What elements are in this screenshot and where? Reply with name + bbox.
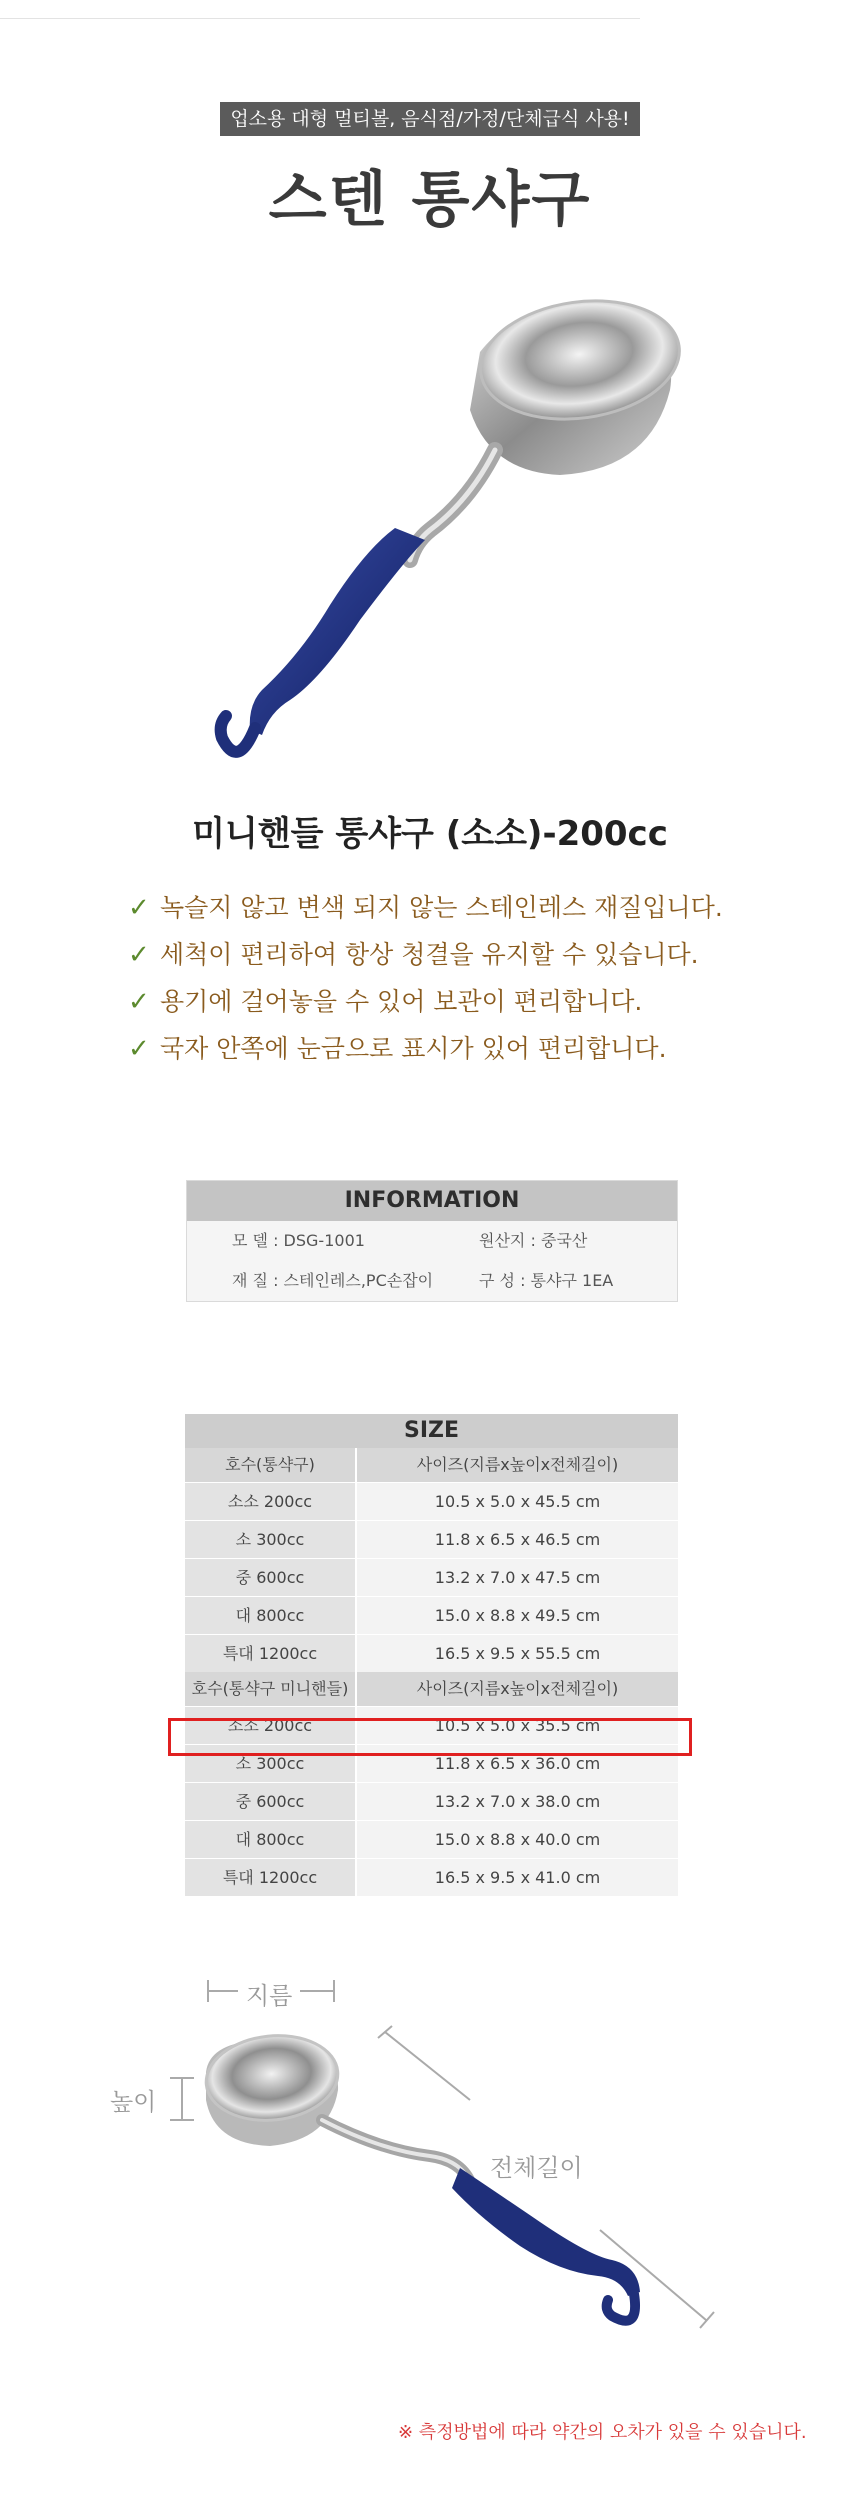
product-name: 미니핸들 통샤구 (소소)-200cc: [192, 814, 668, 854]
feature-item: [128, 884, 828, 931]
height-label: 높이: [110, 2088, 157, 2116]
feature-item: [128, 978, 828, 1025]
size-cell: 중 600cc: [185, 1783, 357, 1820]
measurement-note: ※ 측정방법에 따라 약간의 오차가 있을 수 있습니다.: [398, 2422, 807, 2443]
size-cell: 10.5 x 5.0 x 35.5 cm: [357, 1707, 678, 1744]
size-cell: 10.5 x 5.0 x 45.5 cm: [357, 1483, 678, 1520]
size-cell: 소 300cc: [185, 1521, 357, 1558]
top-divider: [0, 18, 640, 19]
feature-text: 용기에 걸어놓을 수 있어 보관이 편리합니다.: [160, 987, 643, 1016]
check-icon: ✓: [128, 987, 150, 1017]
check-icon: ✓: [128, 940, 150, 970]
size-cell: 16.5 x 9.5 x 55.5 cm: [357, 1635, 678, 1672]
table-row: [185, 1634, 678, 1672]
information-row: [187, 1221, 677, 1261]
feature-text: 세척이 편리하여 항상 청결을 유지할 수 있습니다.: [160, 940, 699, 969]
information-row: [187, 1261, 677, 1301]
table-row: [185, 1520, 678, 1558]
table-row: [185, 1596, 678, 1634]
size-header-cell: 사이즈(지름x높이x전체길이): [357, 1448, 678, 1482]
feature-item: [128, 931, 828, 978]
dimension-diagram: [0, 1960, 860, 2420]
info-origin: 원산지 : 중국산: [479, 1231, 588, 1250]
table-row: [185, 1820, 678, 1858]
feature-text: 국자 안쪽에 눈금으로 표시가 있어 편리합니다.: [160, 1034, 667, 1063]
size-cell: 11.8 x 6.5 x 46.5 cm: [357, 1521, 678, 1558]
size-cell: 대 800cc: [185, 1597, 357, 1634]
info-material: 재 질 : 스테인레스,PC손잡이: [232, 1271, 434, 1290]
info-composition: 구 성 : 통샤구 1EA: [479, 1271, 614, 1290]
size-cell: 소 300cc: [185, 1745, 357, 1782]
size-cell: 13.2 x 7.0 x 47.5 cm: [357, 1559, 678, 1596]
size-cell: 16.5 x 9.5 x 41.0 cm: [357, 1859, 678, 1896]
table-row: [185, 1782, 678, 1820]
information-heading: INFORMATION: [187, 1181, 677, 1221]
feature-item: [128, 1025, 828, 1072]
size-cell: 대 800cc: [185, 1821, 357, 1858]
size-cell: 15.0 x 8.8 x 49.5 cm: [357, 1597, 678, 1634]
diameter-label: 지름: [246, 1982, 293, 2010]
highlight-box: [168, 1718, 692, 1756]
page-title: 스텐 통샤구: [268, 165, 592, 235]
product-image: [0, 260, 860, 800]
usage-banner: 업소용 대형 멀티볼, 음식점/가정/단체급식 사용!: [220, 102, 640, 136]
table-row: [185, 1858, 678, 1896]
size-cell: 소소 200cc: [185, 1483, 357, 1520]
size-cell: 중 600cc: [185, 1559, 357, 1596]
size-cell: 특대 1200cc: [185, 1859, 357, 1896]
table-row: [185, 1558, 678, 1596]
size-cell: 소소 200cc: [185, 1707, 357, 1744]
check-icon: ✓: [128, 893, 150, 923]
feature-list: [128, 884, 828, 1072]
size-header-row: [185, 1448, 678, 1482]
size-heading: SIZE: [185, 1414, 678, 1448]
info-model: 모 델 : DSG-1001: [232, 1231, 365, 1250]
information-table: [186, 1180, 678, 1302]
size-table: [185, 1414, 678, 1896]
size-cell: 특대 1200cc: [185, 1635, 357, 1672]
size-header-row: [185, 1672, 678, 1706]
size-header-cell: 호수(통샥구): [185, 1448, 357, 1482]
table-row: [185, 1482, 678, 1520]
size-header-cell: 호수(통샥구 미니핸들): [185, 1672, 357, 1706]
size-cell: 11.8 x 6.5 x 36.0 cm: [357, 1745, 678, 1782]
size-cell: 15.0 x 8.8 x 40.0 cm: [357, 1821, 678, 1858]
check-icon: ✓: [128, 1034, 150, 1064]
feature-text: 녹슬지 않고 변색 되지 않는 스테인레스 재질입니다.: [160, 893, 723, 922]
size-cell: 13.2 x 7.0 x 38.0 cm: [357, 1783, 678, 1820]
total-length-label: 전체길이: [490, 2154, 583, 2182]
size-header-cell: 사이즈(지름x높이x전체길이): [357, 1672, 678, 1706]
